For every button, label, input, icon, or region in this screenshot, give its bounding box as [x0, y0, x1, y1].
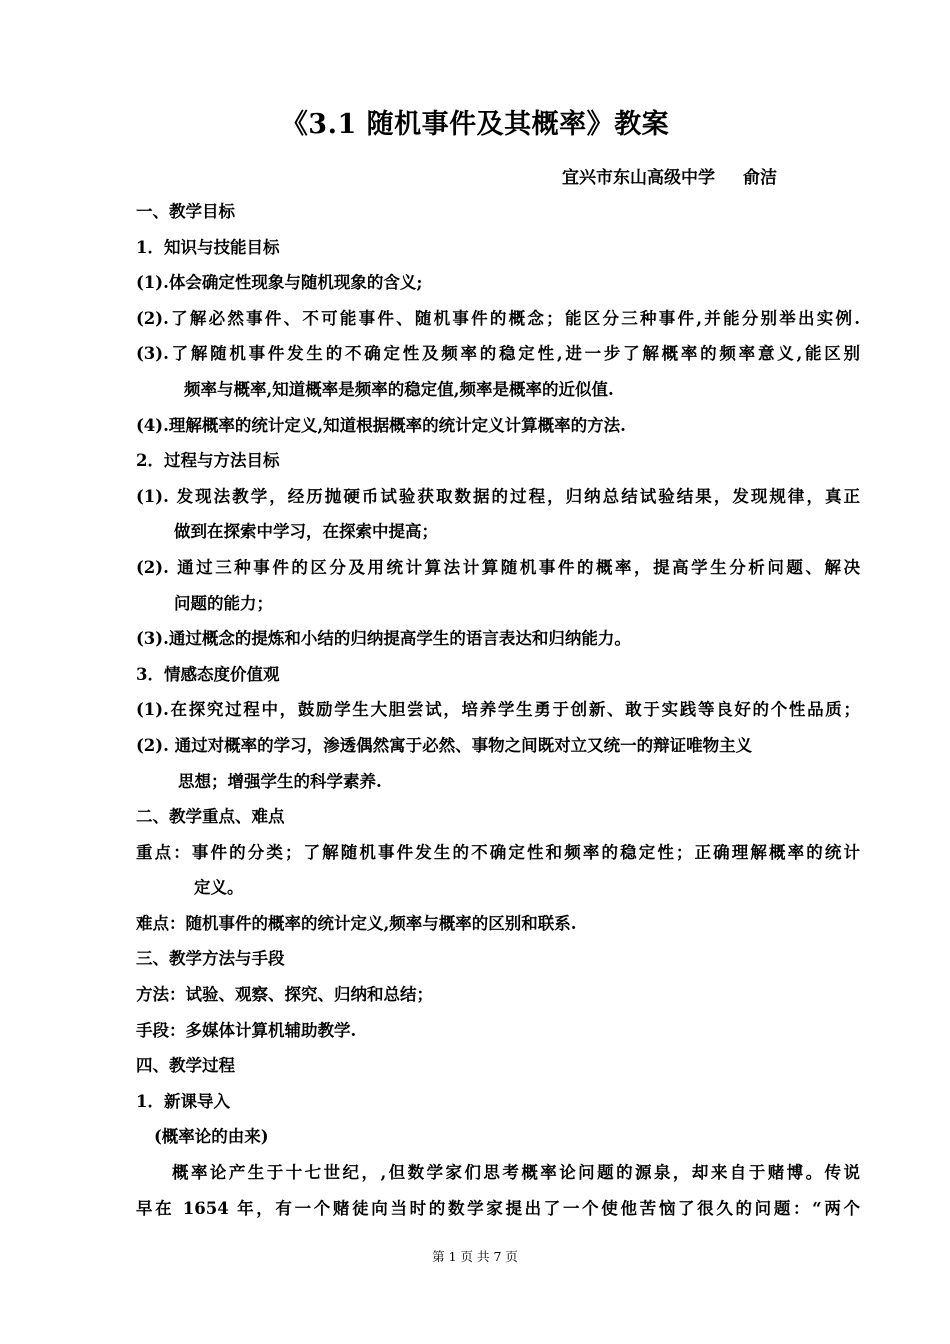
paragraph-line: 做到在探索中学习，在探索中提高；: [174, 522, 438, 542]
page-number: 第 1 页 共 7 页: [432, 1249, 518, 1264]
paragraph-line: (1).在探究过程中，鼓励学生大胆尝试，培养学生勇于创新、敢于实践等良好的个性品质；: [136, 700, 860, 720]
paragraph-line: 思想；增强学生的科学素养.: [178, 771, 382, 791]
paragraph-line: 方法：试验、观察、探究、归纳和总结；: [136, 985, 433, 1005]
subheading-process-methods: 2．过程与方法目标: [136, 451, 280, 471]
section-heading-methods: 三、教学方法与手段: [136, 949, 285, 969]
paragraph-line: 问题的能力；: [174, 593, 273, 613]
subheading-knowledge-skills: 1．知识与技能目标: [136, 237, 280, 257]
paragraph-line: (2). 通过三种事件的区分及用统计算法计算随机事件的概率，提高学生分析问题、解决: [136, 557, 860, 577]
section-heading-objectives: 一、教学目标: [136, 202, 235, 221]
paragraph-line: (1).体会确定性现象与随机现象的含义;: [136, 273, 423, 293]
paragraph-line: (2). 通过对概率的学习，渗透偶然寓于必然、事物之间既对立又统一的辩证唯物主义: [136, 735, 753, 755]
paragraph-line: 重点：事件的分类；了解随机事件发生的不确定性和频率的稳定性；正确理解概率的统计: [136, 842, 860, 862]
paragraph-line: (1). 发现法教学，经历抛硬币试验获取数据的过程，归纳总结试验结果，发现规律，真正: [136, 486, 860, 506]
paragraph-line: 频率与概率,知道概率是频率的稳定值,频率是概率的近似值.: [184, 379, 614, 399]
author-line: [562, 163, 777, 188]
paragraph-line: 难点：随机事件的概率的统计定义,频率与概率的区别和联系.: [136, 913, 577, 933]
subheading-introduction: 1．新课导入: [136, 1091, 230, 1111]
paragraph-line: 早在 1654 年，有一个赌徒向当时的数学家提出了一个使他苦恼了很久的问题：“两个: [136, 1198, 860, 1218]
paragraph-line: 定义。: [194, 878, 244, 898]
author-school: 宜兴市东山高级中学: [562, 168, 715, 188]
section-heading-key-points: 二、教学重点、难点: [136, 807, 285, 827]
paragraph-line: (2).了解必然事件、不可能事件、随机事件的概念；能区分三种事件,并能分别举出实例.: [136, 308, 860, 328]
author-name: 俞洁: [743, 168, 777, 188]
document-title: 《3.1 随机事件及其概率》教案: [280, 109, 670, 140]
paragraph-line: (3).了解随机事件发生的不确定性及频率的稳定性,进一步了解概率的频率意义,能区别: [136, 344, 860, 364]
subheading-origin: (概率论的由来): [154, 1127, 269, 1147]
paragraph-line: 概率论产生于十七世纪，,但数学家们思考概率论问题的源泉，却来自于赌博。传说: [172, 1163, 860, 1183]
paragraph-line: 手段：多媒体计算机辅助教学.: [136, 1020, 357, 1040]
paragraph-line: (3).通过概念的提炼和小结的归纳提高学生的语言表达和归纳能力。: [136, 629, 631, 649]
section-heading-process: 四、教学过程: [136, 1056, 235, 1076]
subheading-attitudes-values: 3．情感态度价值观: [136, 664, 280, 684]
document-body: [136, 194, 860, 1226]
paragraph-line: (4).理解概率的统计定义,知道根据概率的统计定义计算概率的方法.: [136, 415, 626, 435]
